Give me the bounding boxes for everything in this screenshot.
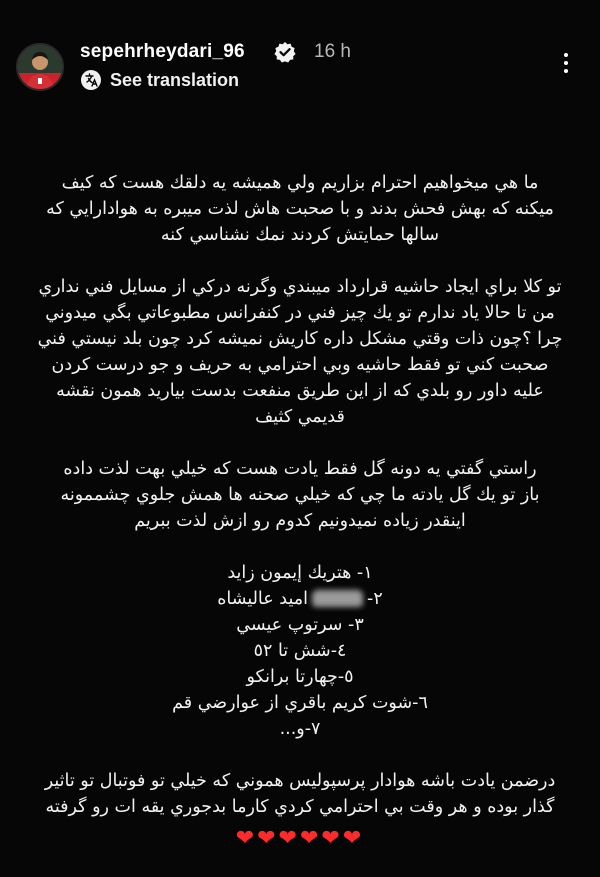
more-options-icon[interactable] [554, 50, 578, 80]
goals-list [14, 560, 586, 742]
avatar[interactable] [16, 43, 64, 91]
username[interactable]: sepehrheydari_96 [80, 41, 245, 62]
list-item-text: اميد عاليشاه [217, 589, 308, 609]
list-item-prefix: ٢- [367, 589, 383, 609]
list-item: ٦-شوت كريم باقري از عوارضي قم [172, 693, 428, 713]
text-line: قديمي كثيف [255, 407, 345, 427]
text-line: ميكنه كه بهش فحش بدند و با صحبت هاش لذت ميبره به هوادارايي كه [46, 199, 554, 219]
paragraph-4 [14, 768, 586, 820]
paragraph-3 [14, 456, 586, 534]
text-line: من تا حالا ياد ندارم تو يك چيز فني در كنفرانس مطبوعاتي بگي ميدوني [45, 303, 555, 323]
list-item: ٥-چهارتا برانكو [246, 667, 354, 687]
text-line: اينقدر زياده نميدونيم كدوم رو ازش لذت ببريم [134, 511, 466, 531]
story-header [0, 0, 600, 110]
text-line: درضمن يادت باشه هوادار پرسپوليس هموني كه خيلي تو فوتبال تو تاثير [44, 771, 556, 791]
text-line: چرا ؟چون ذات وقتي مشكل داره كاريش نميشه كرد چون بلد نيستي فني [37, 329, 563, 349]
paragraph-1 [14, 170, 586, 248]
heart-icon: ❤❤❤❤❤❤ [235, 826, 365, 851]
verified-badge-icon [274, 41, 296, 63]
post-time: 16 h [314, 41, 351, 62]
see-translation-label[interactable]: See translation [110, 70, 240, 90]
text-line: صحبت كني تو فقط حاشيه وبي احترامي به حريف و جو درست كردن [51, 355, 549, 375]
story-text [14, 170, 586, 820]
redacted-text: ████ [312, 591, 363, 607]
list-item: ٣- سرتوپ عيسي [236, 615, 364, 635]
list-item [14, 586, 586, 612]
text-line: باز تو يك گل يادته ما چي كه خيلي صحنه ها همش جلوي چشممونه [60, 485, 540, 505]
translate-icon [80, 69, 102, 91]
text-line: تو كلا براي ايجاد حاشيه قرارداد ميبندي وگرنه دركي از مسايل فني نداري [38, 277, 562, 297]
text-line: گذار بوده و هر وقت بي احترامي كردي كارما بدجوري يقه ات رو گرفته [45, 797, 555, 817]
text-line: عليه داور رو بلدي كه از اين طريق منفعت بدست بياريد همون نقشه [56, 381, 544, 401]
list-item: ٤-شش تا ٥٢ [253, 641, 347, 661]
text-line: ما هي ميخواهيم احترام بزاريم ولي هميشه يه دلقك هست كه كيف [61, 173, 539, 193]
paragraph-2 [14, 274, 586, 430]
list-item: ٧-و... [279, 719, 321, 739]
list-item: ١- هتريك إيمون زايد [227, 563, 373, 583]
text-line: سالها حمايتش كردند نمك نشناسي كنه [160, 225, 440, 245]
text-line: راستي گفتي يه دونه گل فقط يادت هست كه خيلي بهت لذت داده [63, 459, 537, 479]
